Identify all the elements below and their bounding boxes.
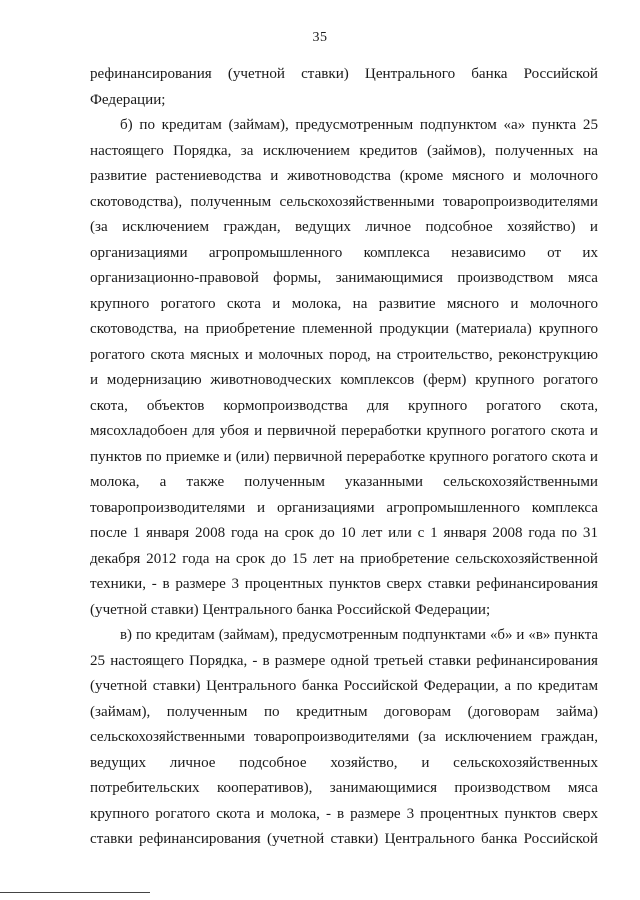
text-line: организационно-правовой формы, занимающимися производством мяса	[90, 270, 598, 286]
text-line: настоящего Порядка, за исключением кредитов (займов), полученных на	[90, 142, 598, 159]
page-number: 35	[312, 30, 328, 45]
text-line: и модернизацию животноводческих комплексов (ферм) крупного рогатого	[90, 372, 598, 388]
text-line: (учетной ставки) Центрального банка Российской Федерации, а по кредитам	[90, 678, 598, 694]
text-line: сельскохозяйственными товаропроизводителями (за исключением граждан,	[90, 729, 598, 745]
text-line: техники, - в размере 3 процентных пунктов сверх ставки рефинансирования	[90, 576, 598, 592]
text-line: б) по кредитам (займам), предусмотренным подпунктом «а» пункта 25	[120, 117, 598, 133]
footer-rule	[0, 892, 150, 893]
text-line: рефинансирования (учетной ставки) Центрального банка Российской	[90, 66, 598, 82]
text-line: в) по кредитам (займам), предусмотренным подпунктами «б» и «в» пункта	[120, 627, 598, 643]
text-line: скотоводства, на приобретение племенной продукции (материала) крупного	[90, 321, 598, 337]
body-text	[90, 62, 598, 853]
text-line: потребительских кооперативов), занимающимися производством мяса	[90, 780, 598, 796]
text-line: товаропроизводителями и организациями агропромышленного комплекса	[90, 499, 598, 516]
text-line: 25 настоящего Порядка, - в размере одной третьей ставки рефинансирования	[90, 652, 598, 669]
text-line: ведущих личное подсобное хозяйство, и сельскохозяйственных	[90, 754, 598, 771]
text-line: декабря 2012 года на срок до 15 лет на приобретение сельскохозяйственной	[90, 550, 598, 567]
text-line: крупного рогатого скота и молока, - в размере 3 процентных пунктов сверх	[90, 805, 598, 822]
text-line: пунктов по приемке и (или) первичной переработке крупного рогатого скота и	[90, 448, 598, 465]
text-line: (займам), полученным по кредитным договорам (договорам займа)	[90, 703, 598, 720]
text-line: (за исключением граждан, ведущих личное подсобное хозяйство) и	[90, 219, 598, 235]
text-line: после 1 января 2008 года на срок до 10 лет или с 1 января 2008 года по 31	[90, 525, 598, 541]
text-line: развитие растениеводства и животноводства (кроме мясного и молочного	[90, 168, 598, 184]
text-line: крупного рогатого скота и молока, на развитие мясного и молочного	[90, 295, 598, 312]
text-line: организациями агропромышленного комплекса независимо от их	[90, 244, 598, 261]
text-line: ставки рефинансирования (учетной ставки) Центрального банка Российской	[90, 831, 598, 847]
text-line: Федерации;	[90, 91, 166, 108]
text-line: рогатого скота мясных и молочных пород, на строительство, реконструкцию	[90, 346, 598, 363]
text-line: (учетной ставки) Центрального банка Российской Федерации;	[90, 601, 491, 618]
text-line: скота, объектов кормопроизводства для крупного рогатого скота,	[90, 397, 598, 414]
text-line: скотоводства), полученным сельскохозяйственными товаропроизводителями	[90, 193, 598, 210]
text-line: мясохладобоен для убоя и первичной переработки крупного рогатого скота и	[90, 423, 598, 439]
text-line: молока, а также полученным указанными сельскохозяйственными	[90, 474, 598, 490]
